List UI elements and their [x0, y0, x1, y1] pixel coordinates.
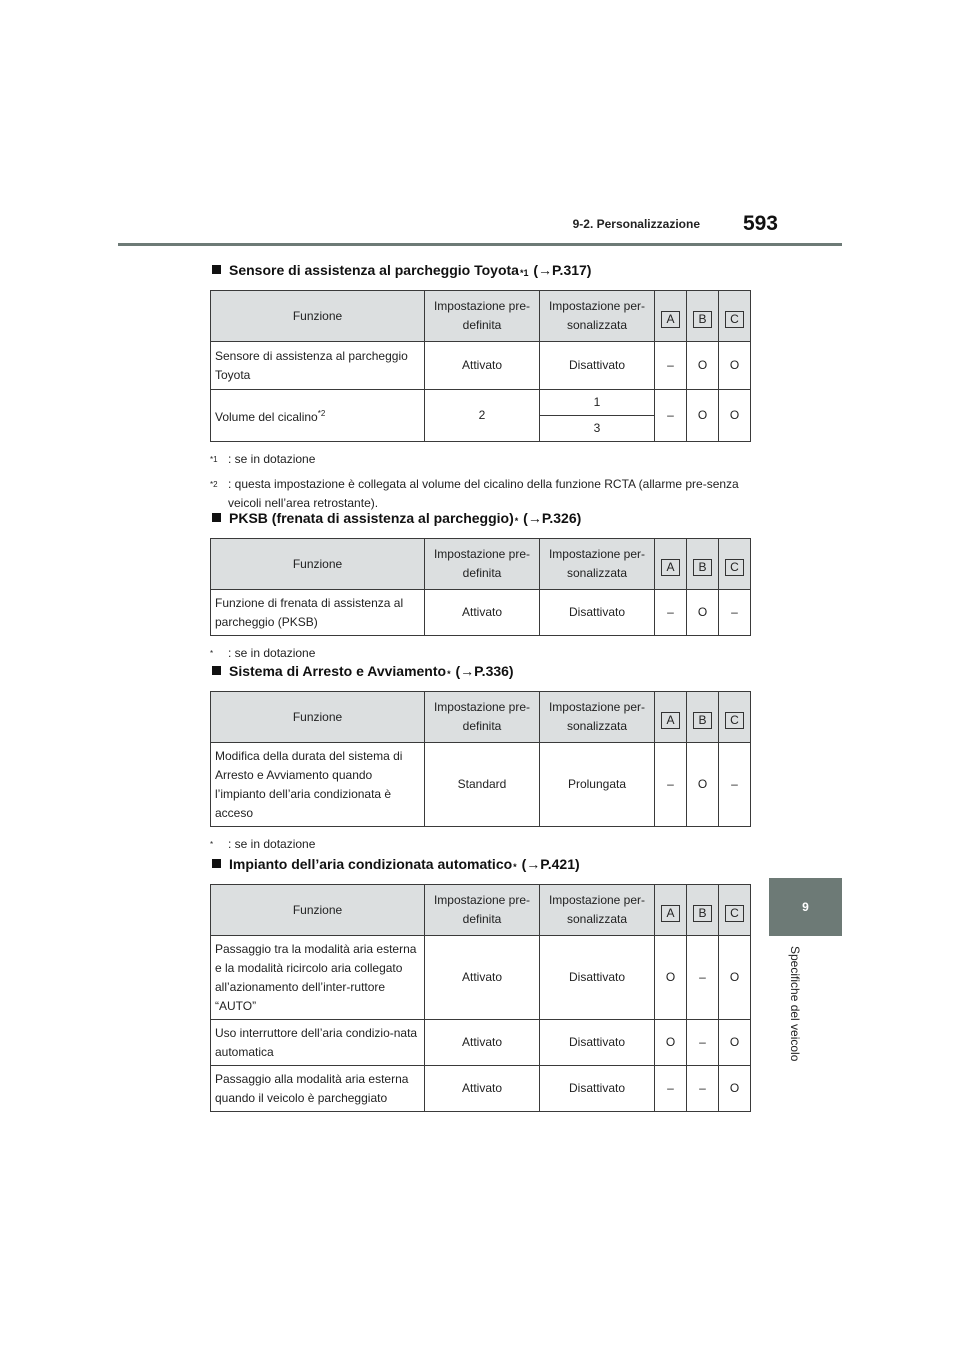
function-cell: Sensore di assistenza al parcheggio Toyota	[211, 342, 425, 390]
column-header-default: Impostazione pre-definita	[425, 692, 540, 743]
footnote: $^{*1}$ : se in dotazione	[210, 452, 316, 466]
section-parking-sensor	[210, 256, 750, 513]
letter-c-icon: C	[725, 712, 744, 729]
table-row	[211, 342, 751, 390]
cell-c: O	[719, 342, 751, 390]
table-header-row	[211, 885, 751, 936]
column-header-a	[655, 885, 687, 936]
chapter-label: Specifiche del veicolo	[788, 946, 802, 1062]
custom-cell: Disattivato	[540, 1066, 655, 1112]
section-stop-start	[210, 657, 750, 858]
column-header-c	[719, 692, 751, 743]
letter-c-icon: C	[725, 905, 744, 922]
default-cell: 2	[425, 390, 540, 442]
cell-c: O	[719, 390, 751, 442]
letter-b-icon: B	[693, 905, 712, 922]
cell-b: –	[687, 1066, 719, 1112]
cell-a: –	[655, 1066, 687, 1112]
cell-a: –	[655, 342, 687, 390]
column-header-function: Funzione	[211, 692, 425, 743]
custom-cell: 3	[540, 416, 655, 442]
letter-c-icon: C	[725, 311, 744, 328]
footnote: * : se in dotazione	[210, 837, 316, 851]
letter-a-icon: A	[661, 559, 680, 576]
table-row	[211, 1066, 751, 1112]
page-number: 593	[742, 212, 778, 235]
footnote: $^{*2}$ : questa impostazione è collegata al volume del cicalino della funzione RCTA (allarme pre-senza veicoli nell’area retrostante).	[210, 477, 739, 510]
cell-c: O	[719, 1020, 751, 1066]
section-heading: 9-2. Personalizzazione	[572, 217, 700, 231]
column-header-b	[687, 692, 719, 743]
section-auto-air-conditioning	[210, 850, 750, 1112]
custom-cell: Prolungata	[540, 743, 655, 827]
default-cell: Attivato	[425, 1020, 540, 1066]
letter-b-icon: B	[693, 311, 712, 328]
table-row	[211, 390, 751, 416]
cell-a: –	[655, 743, 687, 827]
column-header-function: Funzione	[211, 539, 425, 590]
cell-a: –	[655, 390, 687, 442]
custom-cell: Disattivato	[540, 590, 655, 636]
column-header-b	[687, 885, 719, 936]
section-title: Impianto dell’aria condizionata automatico $_*$ (→P.421)	[212, 850, 750, 872]
cell-a: –	[655, 590, 687, 636]
default-cell: Attivato	[425, 1066, 540, 1112]
column-header-custom: Impostazione per-sonalizzata	[540, 692, 655, 743]
custom-cell: Disattivato	[540, 1020, 655, 1066]
column-header-b	[687, 291, 719, 342]
settings-table	[210, 538, 751, 636]
column-header-default: Impostazione pre-definita	[425, 539, 540, 590]
cell-b: O	[687, 743, 719, 827]
table-row	[211, 936, 751, 1020]
column-header-custom: Impostazione per-sonalizzata	[540, 885, 655, 936]
page-reference-link[interactable]: (→P.336)	[455, 663, 514, 679]
letter-a-icon: A	[661, 712, 680, 729]
square-bullet-icon	[212, 666, 221, 675]
default-cell: Attivato	[425, 936, 540, 1020]
cell-a: O	[655, 1020, 687, 1066]
footnote: * : se in dotazione	[210, 646, 316, 660]
letter-a-icon: A	[661, 311, 680, 328]
section-pksb	[210, 504, 750, 667]
header-rule	[118, 243, 842, 246]
chapter-tab: 9	[769, 878, 842, 936]
page-reference-link[interactable]: (→P.326)	[523, 510, 582, 526]
table-row	[211, 1020, 751, 1066]
square-bullet-icon	[212, 265, 221, 274]
section-title: PKSB (frenata di assistenza al parcheggio) $_*$ (→P.326)	[212, 504, 750, 526]
column-header-a	[655, 291, 687, 342]
letter-a-icon: A	[661, 905, 680, 922]
table-row	[211, 743, 751, 827]
table-header-row	[211, 692, 751, 743]
function-cell: Passaggio alla modalità aria esterna quando il veicolo è parcheggiato	[211, 1066, 425, 1112]
custom-cell: Disattivato	[540, 936, 655, 1020]
table-row	[211, 590, 751, 636]
square-bullet-icon	[212, 513, 221, 522]
settings-table	[210, 884, 751, 1112]
section-title: Sensore di assistenza al parcheggio Toyota $_{*1}$ (→P.317)	[212, 256, 750, 278]
cell-c: O	[719, 1066, 751, 1112]
square-bullet-icon	[212, 859, 221, 868]
page-reference-link[interactable]: (→P.421)	[521, 856, 580, 872]
column-header-custom: Impostazione per-sonalizzata	[540, 539, 655, 590]
cell-c: O	[719, 936, 751, 1020]
settings-table	[210, 691, 751, 827]
default-cell: Standard	[425, 743, 540, 827]
column-header-c	[719, 291, 751, 342]
section-title: Sistema di Arresto e Avviamento $_*$ (→P.336)	[212, 657, 750, 679]
column-header-function: Funzione	[211, 291, 425, 342]
column-header-default: Impostazione pre-definita	[425, 885, 540, 936]
column-header-b	[687, 539, 719, 590]
cell-b: O	[687, 390, 719, 442]
column-header-a	[655, 692, 687, 743]
cell-b: O	[687, 590, 719, 636]
table-header-row	[211, 539, 751, 590]
function-cell: Modifica della durata del sistema di Arresto e Avviamento quando l’impianto dell’aria condizionata è acceso	[211, 743, 425, 827]
page-reference-link[interactable]: (→P.317)	[533, 262, 592, 278]
function-cell: Funzione di frenata di assistenza al parcheggio (PKSB)	[211, 590, 425, 636]
settings-table	[210, 290, 751, 442]
custom-cell: Disattivato	[540, 342, 655, 390]
cell-c: –	[719, 743, 751, 827]
letter-c-icon: C	[725, 559, 744, 576]
custom-cell: 1	[540, 390, 655, 416]
default-cell: Attivato	[425, 342, 540, 390]
column-header-default: Impostazione pre-definita	[425, 291, 540, 342]
cell-a: O	[655, 936, 687, 1020]
letter-b-icon: B	[693, 712, 712, 729]
function-cell: Uso interruttore dell’aria condizio-nata automatica	[211, 1020, 425, 1066]
table-header-row	[211, 291, 751, 342]
function-cell: Volume del cicalino$^{*2}$	[211, 390, 425, 442]
cell-b: –	[687, 1020, 719, 1066]
cell-b: O	[687, 342, 719, 390]
function-cell: Passaggio tra la modalità aria esterna e la modalità ricircolo aria collegato all’azionamento dell’inter-ruttore “AUTO”	[211, 936, 425, 1020]
column-header-c	[719, 539, 751, 590]
column-header-c	[719, 885, 751, 936]
column-header-function: Funzione	[211, 885, 425, 936]
default-cell: Attivato	[425, 590, 540, 636]
cell-b: –	[687, 936, 719, 1020]
column-header-custom: Impostazione per-sonalizzata	[540, 291, 655, 342]
column-header-a	[655, 539, 687, 590]
letter-b-icon: B	[693, 559, 712, 576]
cell-c: –	[719, 590, 751, 636]
